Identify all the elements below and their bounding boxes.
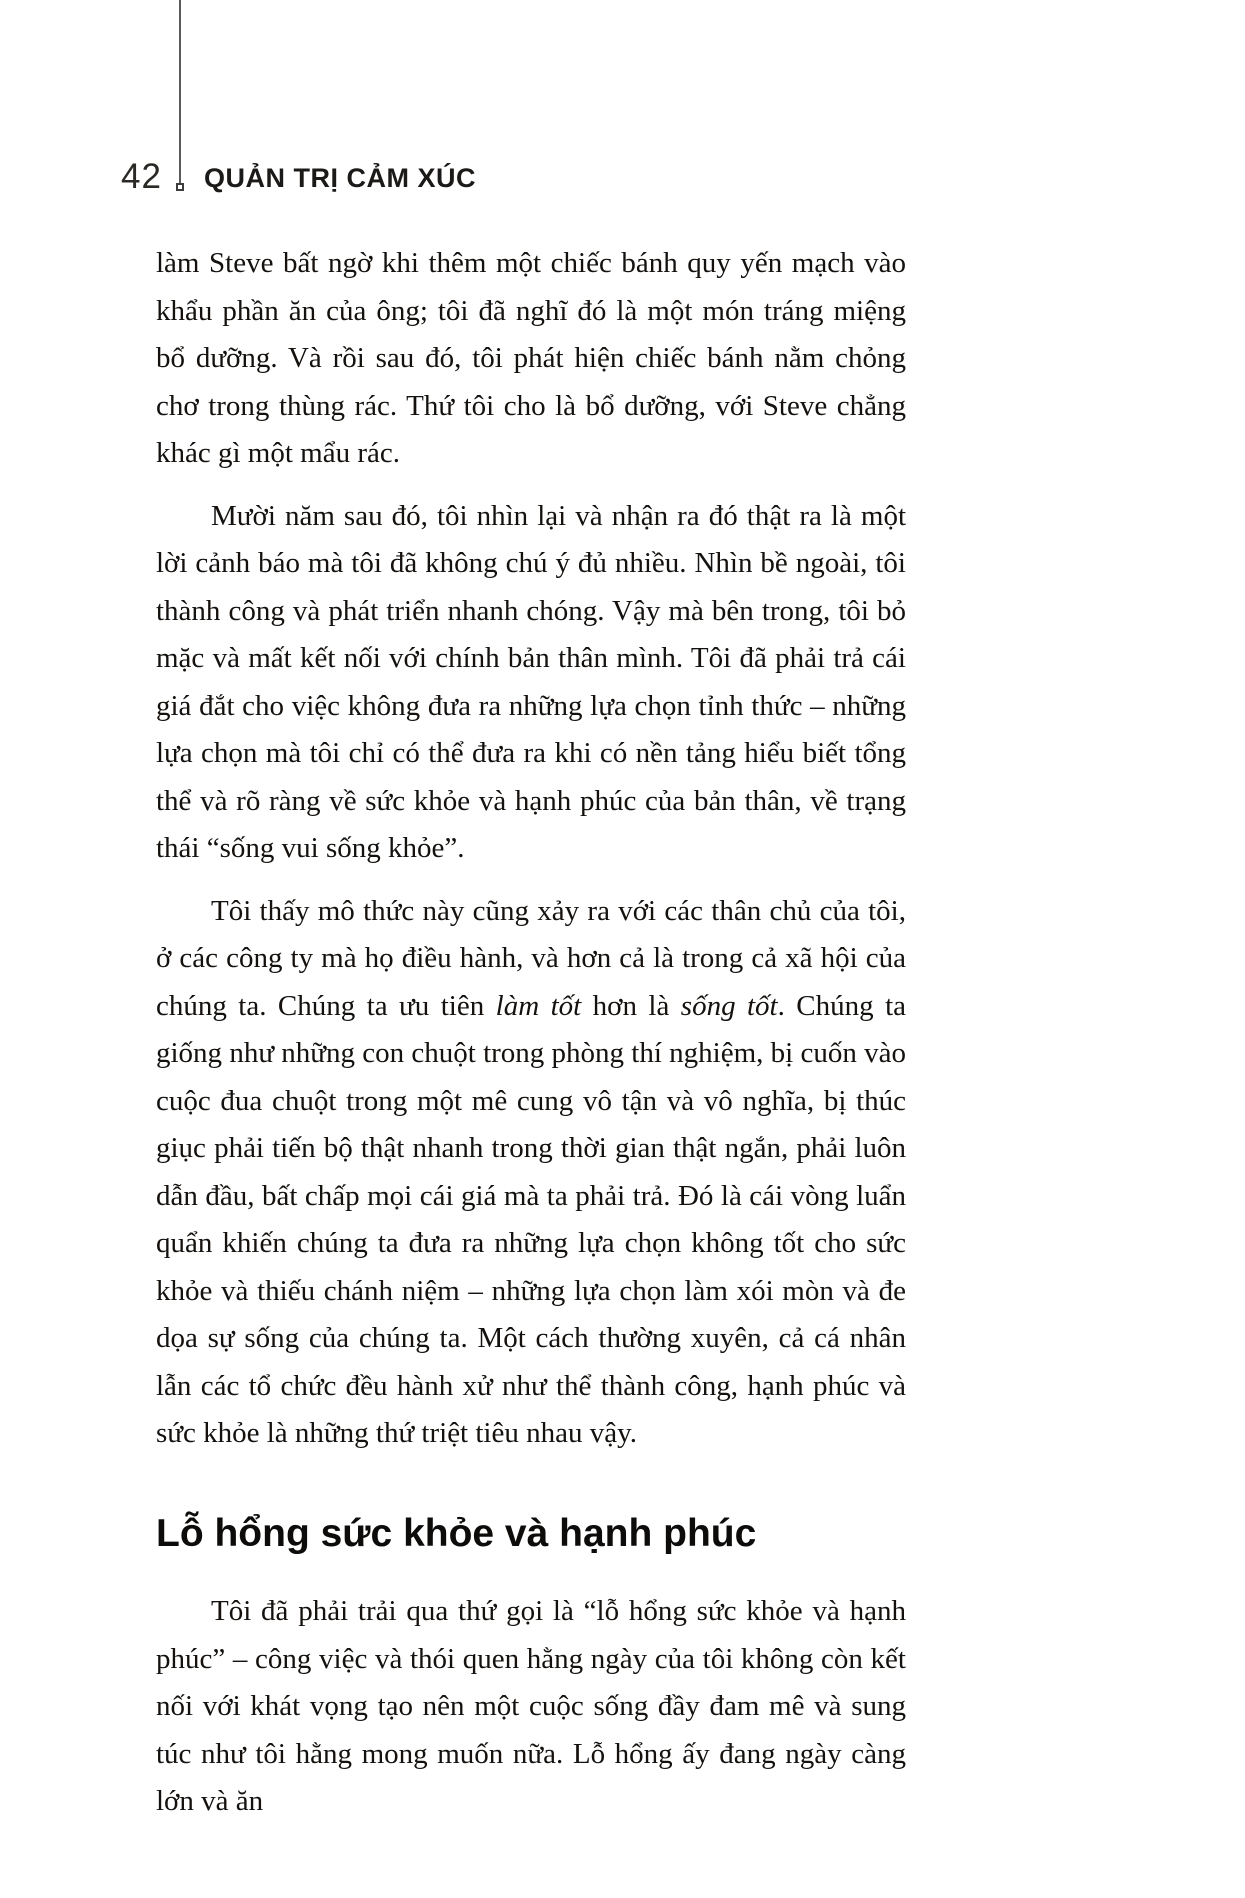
text-segment: làm Steve bất ngờ khi thêm một chiếc bánh quy yến mạch vào khẩu phần ăn của ông; tôi đã nghĩ đó là một món tráng miệng bổ dưỡng. Và rồi sau đó, tôi phát hiện chiếc bánh nằm chỏng chơ trong thùng rác. Thứ tôi cho là bổ dưỡng, với Steve chẳng khác gì một mẩu rác. — [156, 247, 906, 469]
text-segment: Mười năm sau đó, tôi nhìn lại và nhận ra đó thật ra là một lời cảnh báo mà tôi đã không chú ý đủ nhiều. Nhìn bề ngoài, tôi thành công và phát triển nhanh chóng. Vậy mà bên trong, tôi bỏ mặc và mất kết nối với chính bản thân mình. Tôi đã phải trả cái giá đắt cho việc không đưa ra những lựa chọn tỉnh thức – những lựa chọn mà tôi chỉ có thể đưa ra khi có nền tảng hiểu biết tổng thể và rõ ràng về sức khỏe và hạnh phúc của bản thân, về trạng thái “sống vui sống khỏe”. — [156, 499, 906, 864]
text-segment: . Chúng ta giống như những con chuột trong phòng thí nghiệm, bị cuốn vào cuộc đua chuột trong một mê cung vô tận và vô nghĩa, bị thúc giục phải tiến bộ thật nhanh trong thời gian thật ngắn, phải luôn dẫn đầu, bất chấp mọi cái giá mà ta phải trả. Đó là cái vòng luẩn quẩn khiến chúng ta đưa ra những lựa chọn không tốt cho sức khỏe và thiếu chánh niệm – những lựa chọn làm xói mòn và đe dọa sự sống của chúng ta. Một cách thường xuyên, cả cá nhân lẫn các tổ chức đều hành xử như thể thành công, hạnh phúc và sức khỏe là những thứ triệt tiêu nhau vậy. — [156, 989, 907, 1449]
running-title: QUẢN TRỊ CẢM XÚC — [204, 163, 476, 193]
text-segment: Tôi thấy mô thức này cũng xảy ra với các thân chủ của tôi, ở các công ty mà họ điều hành, và hơn cả là trong cả xã hội của chúng ta. Chúng ta ưu tiên — [156, 894, 906, 1022]
text-segment: Tôi đã phải trải qua thứ gọi là “lỗ hổng sức khỏe và hạnh phúc” – công việc và thói quen hằng ngày của tôi không còn kết nối với khát vọng tạo nên một cuộc sống đầy đam mê và sung túc như tôi hằng mong muốn nữa. Lỗ hổng ấy đang ngày càng lớn và ăn — [156, 1595, 906, 1818]
page-number: 42 — [121, 157, 162, 196]
paragraph-group-top — [156, 240, 906, 1458]
page-body — [156, 240, 906, 1841]
text-segment: hơn là — [581, 989, 681, 1022]
paragraph — [156, 493, 906, 873]
paragraph — [156, 1588, 906, 1826]
paragraph — [156, 888, 906, 1458]
paragraph — [156, 240, 906, 478]
italic-text: sống tốt — [680, 989, 778, 1022]
header-divider-line — [179, 0, 181, 184]
divider-end-square — [176, 183, 184, 191]
paragraph-group-bottom — [156, 1588, 906, 1826]
section-heading: Lỗ hổng sức khỏe và hạnh phúc — [156, 1511, 757, 1555]
italic-text: làm tốt — [495, 989, 582, 1022]
